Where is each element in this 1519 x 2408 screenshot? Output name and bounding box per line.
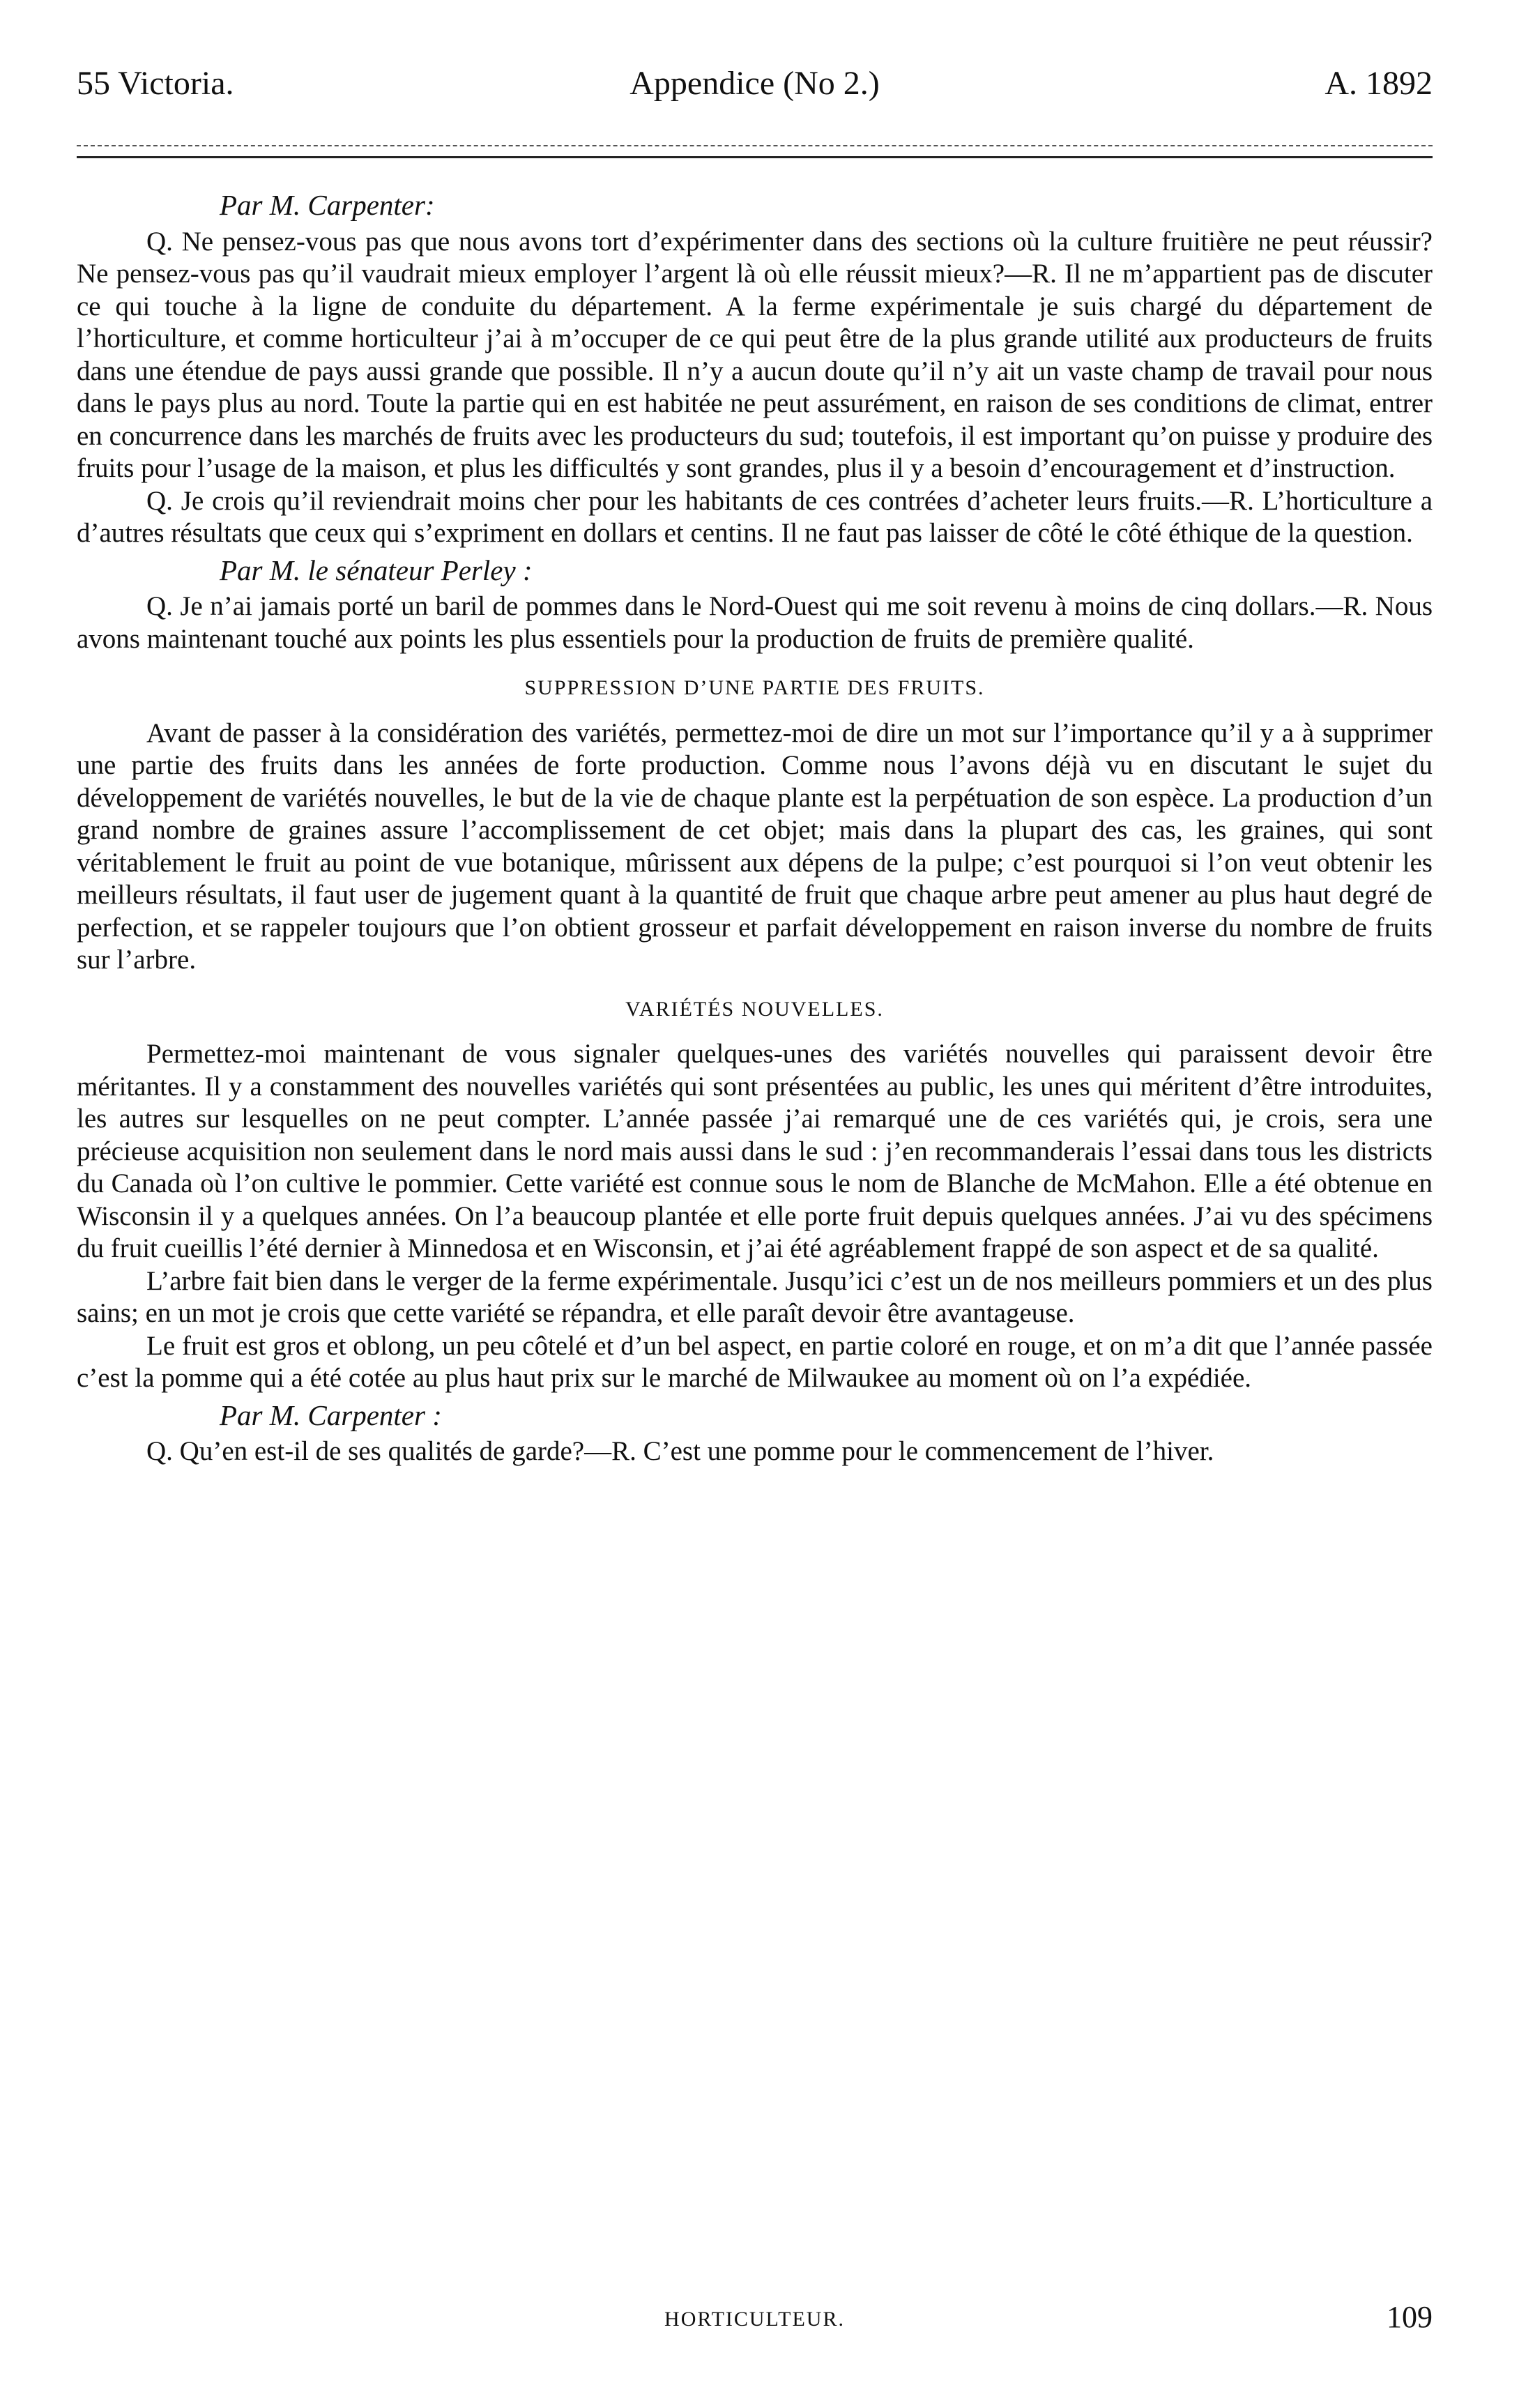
paragraph: Q. Ne pensez-vous pas que nous avons tort d’expérimenter dans des sections où la culture fruitière ne peut réussir? Ne pensez-vous pas qu’il vaudrait mieux employer l’argent là où elle réussit mieux?—R. Il ne m’appartient pas de discuter ce qui touche à la ligne de conduite du département. A la ferme expérimentale je suis chargé du département de l’horticulture, et comme horticulteur j’ai à m’occuper de ce qui peut être de la plus grande utilité aux producteurs de fruits dans une étendue de pays aussi grande que possible. Il n’y a aucun doute qu’il n’y ait un vaste champ de travail pour nous dans le pays plus au nord. Toute la partie qui en est habitée ne peut assurément, en raison de ses conditions de climat, entrer en concurrence dans les marchés de fruits avec les producteurs du sud; toutefois, il est important qu’on puisse y produire des fruits pour l’usage de la maison, et plus les difficultés y sont grandes, plus il y a besoin d’encouragement et d’instruction. [77, 226, 1433, 483]
header-session: 55 Victoria. [77, 65, 234, 102]
page-header [77, 64, 1433, 113]
header-year: A. 1892 [1325, 65, 1433, 102]
header-appendix-title: Appendice (No 2.) [629, 65, 880, 102]
paragraph: Le fruit est gros et oblong, un peu côtelé et d’un bel aspect, en partie coloré en rouge, et on m’a dit que l’année passée c’est la pomme qui a été cotée au plus haut prix sur le marché de Milwaukee au moment où on l’a expédiée. [77, 1330, 1433, 1393]
paragraph: Q. Qu’en est-il de ses qualités de garde?—R. C’est une pomme pour le commencement de l’hiver. [146, 1436, 1214, 1466]
page-number: 109 [1387, 2300, 1433, 2334]
speaker-label: Par M. le sénateur Perley : [220, 554, 533, 586]
speaker-label: Par M. Carpenter: [220, 189, 435, 221]
page-footer [77, 2299, 1433, 2341]
section-heading: VARIÉTÉS NOUVELLES. [625, 997, 884, 1021]
speaker-label: Par M. Carpenter : [220, 1399, 442, 1431]
header-rule-thin [77, 145, 1433, 146]
paragraph: Q. Je crois qu’il reviendrait moins cher pour les habitants de ces contrées d’acheter leurs fruits.—R. L’horticulture a d’autres résultats que ceux qui s’expriment en dollars et centins. Il ne faut pas laisser de côté le côté éthique de la question. [77, 485, 1433, 548]
header-rule-thick [77, 156, 1433, 158]
section-heading: SUPPRESSION D’UNE PARTIE DES FRUITS. [524, 676, 985, 699]
paragraph: Permettez-moi maintenant de vous signaler quelques-unes des variétés nouvelles qui paraissent devoir être méritantes. Il y a constamment des nouvelles variétés qui sont présentées au public, les unes qui méritent d’être introduites, les autres sur lesquelles on ne peut compter. L’année passée j’ai remarqué une de ces variétés qui, je crois, sera une précieuse acquisition non seulement dans le nord mais aussi dans le sud : j’en recommanderais l’essai dans tous les districts du Canada où l’on cultive le pommier. Cette variété est connue sous le nom de Blanche de McMahon. Elle a été obtenue en Wisconsin il y a quelques années. On l’a beaucoup plantée et elle porte fruit depuis quelques années. J’ai vu des spécimens du fruit cueillis l’été dernier à Minnedosa et en Wisconsin, et j’ai été agréablement frappé de son aspect et de sa qualité. [77, 1039, 1433, 1263]
footer-section-title: HORTICULTEUR. [664, 2308, 845, 2331]
page-body [77, 185, 1433, 1468]
paragraph: Avant de passer à la considération des variétés, permettez-moi de dire un mot sur l’importance qu’il y a à supprimer une partie des fruits dans les années de forte production. Comme nous l’avons déjà vu en discutant le sujet du développement de variétés nouvelles, le but de la vie de chaque plante est la perpétuation de son espèce. La production d’un grand nombre de graines assure l’accomplissement de cet objet; mais dans la plupart des cas, les graines, qui sont véritablement le fruit au point de vue botanique, mûrissent aux dépens de la pulpe; c’est pourquoi si l’on veut obtenir les meilleurs résultats, il faut user de jugement quant à la quantité de fruit que chaque arbre peut amener au plus haut degré de perfection, et se rappeler toujours que l’on obtient grosseur et parfait développement en raison inverse du nombre de fruits sur l’arbre. [77, 717, 1433, 975]
document-page [77, 0, 1433, 2408]
paragraph: L’arbre fait bien dans le verger de la ferme expérimentale. Jusqu’ici c’est un de nos meilleurs pommiers et un des plus sains; en un mot je crois que cette variété se répandra, et elle paraît devoir être avantageuse. [77, 1265, 1433, 1328]
paragraph: Q. Je n’ai jamais porté un baril de pommes dans le Nord-Ouest qui me soit revenu à moins de cinq dollars.—R. Nous avons maintenant touché aux points les plus essentiels pour la production de fruits de première qualité. [77, 591, 1433, 654]
